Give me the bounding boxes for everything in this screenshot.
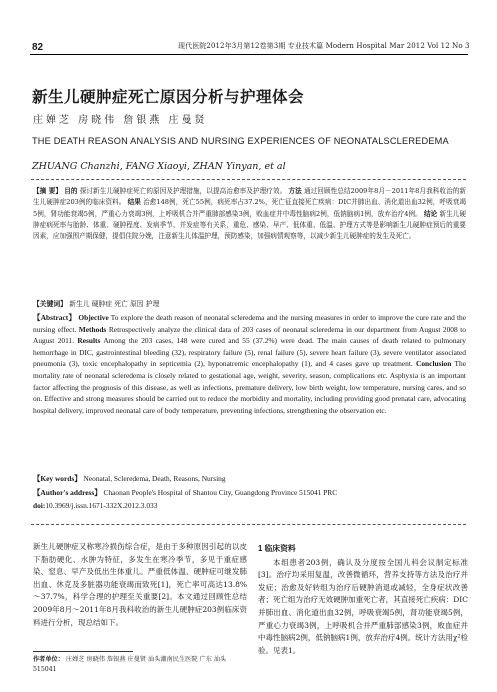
abstract-rule-top [31, 179, 466, 180]
objective-text: 探讨新生儿硬肿症死亡的原因及护理措施，以提高治愈率及护理疗效。 [79, 187, 287, 195]
objective-en-text: To explore the death reason of neonatal scleredema and the nursing measures in order to improve the cure rate and the nursing effect. [33, 313, 466, 334]
abstract-en-label: 【Abstract】 [33, 313, 77, 322]
footnote-authors: 庄婵芝 房晓伟 詹银燕 庄曼贤 [65, 656, 147, 663]
footnote [33, 655, 247, 675]
authors-cn: 庄婵芝 房晓伟 詹银燕 庄曼贤 [33, 115, 208, 126]
header-rule [30, 54, 468, 55]
abstract-en [33, 312, 466, 416]
page-number: 82 [32, 42, 44, 53]
keywords-en-label: 【Key words】 [33, 474, 82, 483]
results-en-text: Among the 203 cases, 148 were cured and 55 (37.2%) were dead. The main causes of death related to pulmonary hemorrhage in DIC, gastrointestinal bleeding (32), respiratory failure (5), renal failure (5), severe heart failure (3), severe ventilator associated pneumonia (3), toxic encephalopathy in septicemia (2), hyponatremic encephalopathy (1), and 4 cases gave up treatment. [33, 336, 466, 369]
article-title-cn: 新生儿硬肿症死亡原因分析与护理体会 [32, 89, 305, 106]
section-heading: 1 临床资料 [258, 544, 296, 553]
methods-en-label: Methods [78, 324, 107, 334]
authors-en: ZHUANG Chanzhi, FANG Xiaoyi, ZHAN Yinyan, et al [32, 161, 286, 172]
article-title-en: THE DEATH REASON ANALYSIS AND NURSING EXPERIENCES OF NEONATALSCLEREDEMA [32, 136, 449, 146]
keywords-cn-label: 【关键词】 [33, 300, 67, 308]
conclusion-label: 结论 [423, 209, 438, 218]
body-column-left [33, 541, 247, 629]
body-column-right [258, 541, 468, 657]
objective-label: 目的 [64, 187, 78, 195]
abstract-rule-bottom [31, 524, 466, 525]
address-text: Chaonan People's Hospital of Shantou City, Guangdong Province 515041 PRC [103, 488, 338, 497]
footnote-rule [33, 651, 133, 652]
running-head: 现代医院2012年3月第12卷第3期 专业技术篇 Modern Hospital Mar 2012 Vol 12 No 3 [178, 42, 470, 50]
results-en-label: Results [77, 336, 101, 346]
keywords-en-text: Neonatal, Scleredema, Death, Reasons, Nursing [83, 474, 226, 483]
methods-en-text: Retrospectively analyze the clinical data of 203 cases of neonatal scleredema in our department from August 2008 to August 2011. [33, 324, 466, 346]
result-text: 治愈148例，死亡55例，病死率占37.2%，死亡征直接死亡疾病：DIC并肺出血、消化道出血32例，呼吸衰竭5例，肾功能衰竭5例，严重心力衰竭3例，上呼吸机合并严重肺部感染3例，败血症并中毒性脑病2例，低钠脑病1例，放弃治疗4例。 [33, 198, 466, 218]
keywords-cn [33, 298, 159, 308]
result-label: 结果 [127, 198, 141, 207]
abstract-cn-label: 【摘 要】 [33, 187, 63, 195]
author-address [33, 487, 337, 498]
conclusion-text: 新生儿硬肿症病死率与胎龄、体重、硬肿程度、发病季节、并发症等有关系，重危、感染、早产、低体重、低温、护理方式等是影响新生儿硬肿症预后的重要因素，应加强围产期保健，提倡住院分娩，注意新生儿体温护理，预防感染，加强病情观察等，以减少新生儿硬肿症的发生及死亡。 [33, 209, 466, 241]
method-text: 通过回顾性总结2009年8月－2011年8月我科收治的新生儿硬肿症203例的临床资料。 [33, 187, 466, 207]
doi [33, 501, 157, 510]
doi-label: doi: [33, 501, 46, 510]
footnote-affiliation: 汕头潮南民生医院 广东 汕头 515041 [33, 656, 227, 673]
keywords-en [33, 473, 226, 484]
doi-text: 10.3969/j.issn.1671-332X.2012.3.033 [45, 501, 158, 510]
objective-en-label: Objective [78, 313, 109, 322]
conclusion-en-label: Conclusion [416, 359, 452, 369]
keywords-cn-text: 新生儿 硬肿症 死亡 原因 护理 [69, 300, 160, 308]
conclusion-en-text: The mortality rate of neonatal scleredema is closely related to gestational age, weight, severity, season, complications etc. Asphyxia is an important factor affecting the prognosis of this disease, as well as infections, premature delivery, low birth weight, low temperature, nursing cares, and so on. Effective and strong measures should be carried out to reduce the morbidity and mortality, including providing good prenatal care, advocating hospital delivery, improved neonatal care of body temperature, preventing infections, strengthening the observation etc. [33, 359, 466, 415]
footnote-label: 作者单位： [33, 656, 64, 663]
abstract-cn [33, 186, 466, 242]
section-paragraph: 本组患者203例，确认及分度按全国儿科会议制定标准[3]。治疗均采用复温，改善微循环，营养支持等方法及治疗并发症；治愈及好转组为治疗后硬肿消退或减轻，全身症状改善者；死亡组为治疗无效硬肿加重死亡者，其直接死亡疾病：DIC并肺出血、消化道出血32例，呼吸衰竭5例，肾功能衰竭5例，严重心力衰竭3例，上呼吸机合并严重肺部感染3例，败血症并中毒性脑病2例，低钠脑病1例，放弃治疗4例。统计方法用χ²检验。见表1。 [258, 557, 468, 655]
intro-paragraph: 新生儿硬肿症又称寒冷损伤综合症，是由于多种原因引起的以皮下脂肪硬化、水肿为特征，多发生在寒冷季节，多见于重症感染、窒息、早产及低出生体重儿。严重低体温、硬肿症可继发肺出血、休克及多脏器功能衰竭而致死[1]，死亡率可高达13.8%～37.7%，科学合理的护理至关重要[2]。本文通过回顾性总结2009年8月～2011年8月我科收治的新生儿硬肿症203例临床资料进行分析，现总结如下。 [33, 542, 247, 627]
address-label: 【Author's address】 [33, 488, 102, 497]
method-label: 方法 [288, 187, 302, 195]
